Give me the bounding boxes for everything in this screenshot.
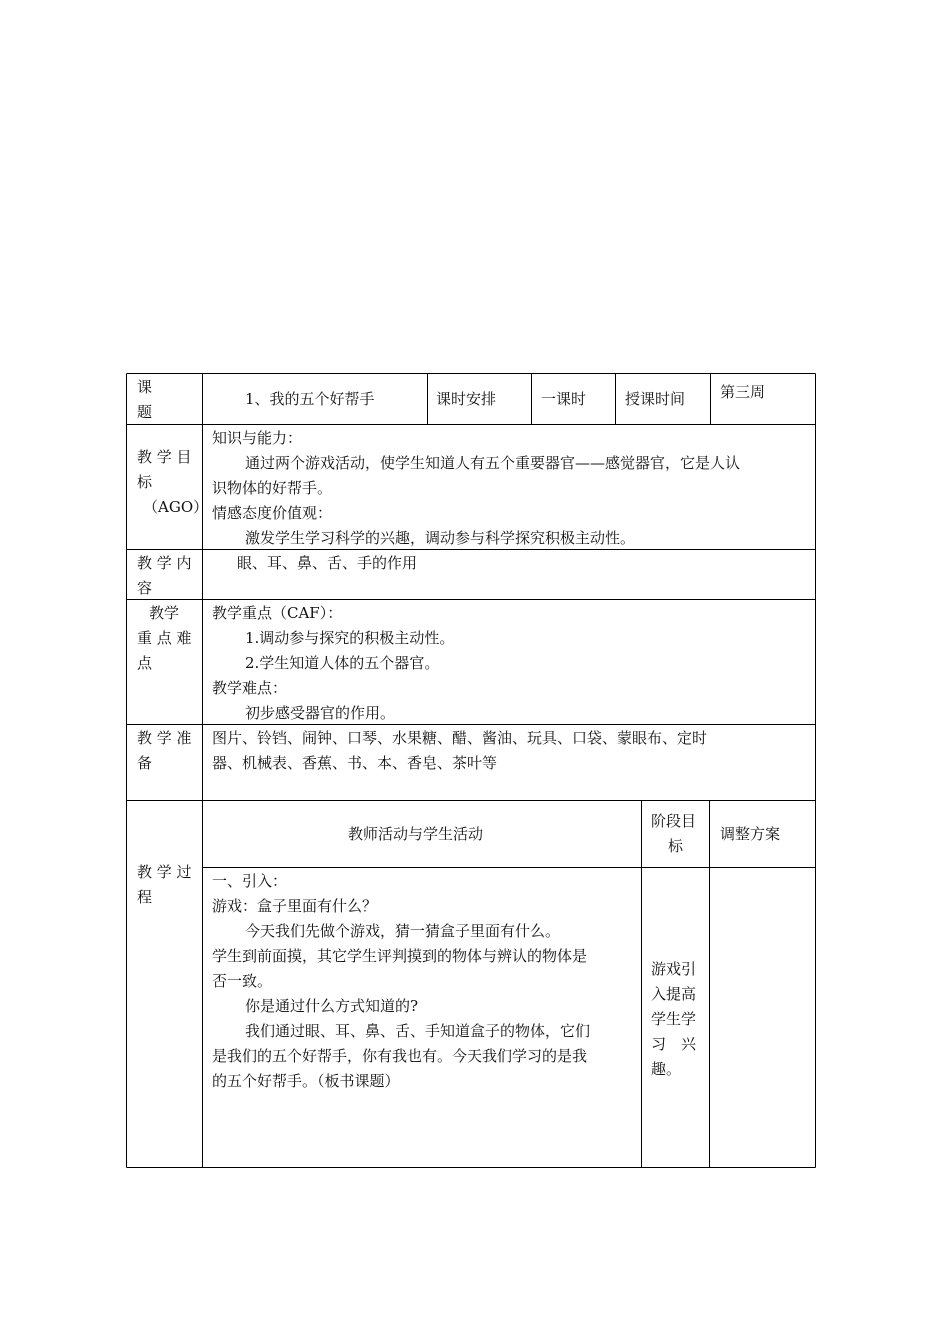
process-col-goal [651,809,696,859]
keypoints-label-line2: 重 点 难 [137,629,192,647]
time-label: 授课时间 [625,390,686,408]
keypoints-label-line1: 教学 [149,604,180,622]
lesson-title: 1、我的五个好帮手 [245,390,375,408]
process-para-1: 一、引入： [212,872,288,890]
goals-line-3: 激发学生学习科学的兴趣，调动参与科学探究积极主动性。 [245,529,636,547]
prep-label-line2: 备 [137,754,153,772]
goals-line-1: 通过两个游戏活动，使学生知道人有五个重要器官——感觉器官，它是人认 [245,454,741,472]
keypoints-heading-focus: 教学重点（CAF）： [212,604,343,622]
prep-line-1: 图片、铃铛、闹钟、口琴、水果糖、醋、酱油、玩具、口袋、蒙眼布、定时 [212,729,708,747]
process-para-4a: 学生到前面摸，其它学生评判摸到的物体与辨认的物体是 [212,947,588,965]
process-label-line2: 程 [137,888,153,906]
process-goal-line5: 趣。 [651,1060,682,1078]
content-label-line1: 教 学 内 [137,554,192,572]
goals-line-2: 识物体的好帮手。 [212,479,333,497]
keypoints-heading-difficulty: 教学难点： [212,679,288,697]
process-para-6a: 我们通过眼、耳、鼻、舌、手知道盒子的物体，它们 [245,1022,591,1040]
process-goal-line4: 习 兴 [651,1035,697,1053]
keypoints-label [137,601,192,676]
process-para-6c: 的五个好帮手。（板书课题） [212,1072,400,1090]
goals-label [137,445,208,520]
process-para-6b: 是我们的五个好帮手，你有我也有。今天我们学习的是我 [212,1047,588,1065]
process-goal-text [651,957,696,1082]
content-label-line2: 容 [137,579,153,597]
process-para-3: 今天我们先做个游戏，猜一猜盒子里面有什么。 [245,922,561,940]
process-para-2: 游戏：盒子里面有什么？ [212,897,378,915]
prep-label-line1: 教 学 准 [137,729,192,747]
goals-heading-attitude: 情感态度价值观： [212,504,333,522]
keypoints-item-1: 1.调动参与探究的积极主动性。 [245,629,455,647]
process-goal-line1: 游戏引 [651,960,697,978]
process-col-adjust: 调整方案 [720,825,781,843]
goals-label-line1: 教 学 目 [137,448,192,466]
process-col-activity: 教师活动与学生活动 [348,825,484,843]
content-label [137,551,192,601]
keypoints-item-2: 2.学生知道人体的五个器官。 [245,654,440,672]
title-label-line2: 题 [137,403,153,421]
schedule-value: 一课时 [541,390,587,408]
process-goal-line2: 入提高 [651,985,697,1003]
process-para-4b: 否一致。 [212,972,273,990]
time-value: 第三周 [720,383,766,401]
goals-heading-knowledge: 知识与能力： [212,429,303,447]
process-label-line1: 教 学 过 [137,863,192,881]
prep-line-2: 器、机械表、香蕉、书、本、香皂、茶叶等 [212,754,498,772]
process-goal-line3: 学生学 [651,1010,697,1028]
process-para-5: 你是通过什么方式知道的? [245,997,419,1015]
keypoints-label-line3: 点 [137,654,153,672]
goals-label-line3: （AGO） [143,498,209,516]
content-text: 眼、耳、鼻、舌、手的作用 [237,554,418,572]
process-col-goal-line1: 阶段目 [651,812,697,830]
process-label [137,860,192,910]
process-col-goal-line2: 标 [668,837,684,855]
schedule-label: 课时安排 [436,390,497,408]
title-label-line1: 课 [137,378,153,396]
keypoints-item-3: 初步感受器官的作用。 [245,704,396,722]
title-label [137,375,152,425]
prep-label [137,726,192,776]
goals-label-line2: 标 [137,473,153,491]
